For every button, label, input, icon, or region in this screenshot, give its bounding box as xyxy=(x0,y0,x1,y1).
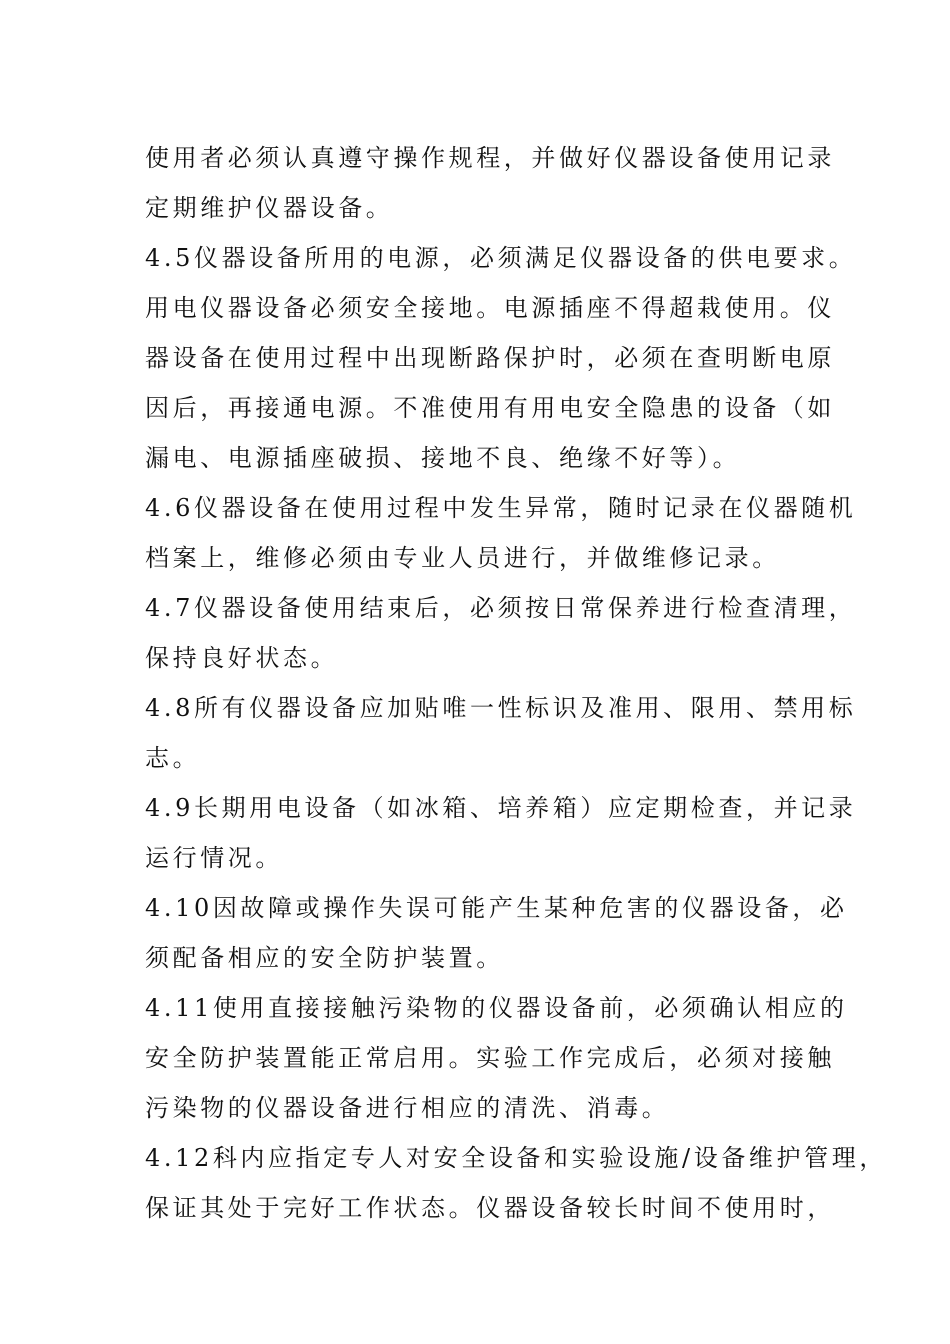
text-line: 志。 xyxy=(145,744,201,772)
text-line: 定期维护仪器设备。 xyxy=(145,194,394,222)
document-body xyxy=(145,133,887,1233)
text-line: 运行情况。 xyxy=(145,844,283,872)
text-line: 漏电、电源插座破损、接地不良、绝缘不好等）。 xyxy=(145,444,741,472)
text-line: 须配备相应的安全防护装置。 xyxy=(145,944,504,972)
text-line: 因后，再接通电源。不准使用有用电安全隐患的设备（如 xyxy=(145,394,835,422)
text-line: 4.12科内应指定专人对安全设备和实验设施/设备维护管理， xyxy=(145,1144,887,1172)
text-line: 4.11使用直接接触污染物的仪器设备前，必须确认相应的 xyxy=(145,994,848,1022)
text-line: 使用者必须认真遵守操作规程，并做好仪器设备使用记录 xyxy=(145,144,835,172)
text-line: 4.9长期用电设备（如冰箱、培养箱）应定期检查，并记录 xyxy=(145,794,857,822)
text-line: 4.7仪器设备使用结束后，必须按日常保养进行检查清理， xyxy=(145,594,857,622)
text-line: 4.10因故障或操作失误可能产生某种危害的仪器设备，必 xyxy=(145,894,848,922)
text-line: 4.8所有仪器设备应加贴唯一性标识及准用、限用、禁用标 xyxy=(145,694,857,722)
text-line: 污染物的仪器设备进行相应的清洗、消毒。 xyxy=(145,1094,670,1122)
text-line: 4.5仪器设备所用的电源，必须满足仪器设备的供电要求。 xyxy=(145,244,857,272)
text-line: 保证其处于完好工作状态。仪器设备较长时间不使用时， xyxy=(145,1194,835,1222)
text-line: 档案上，维修必须由专业人员进行，并做维修记录。 xyxy=(145,544,780,572)
text-line: 保持良好状态。 xyxy=(145,644,339,672)
text-line: 安全防护装置能正常启用。实验工作完成后，必须对接触 xyxy=(145,1044,835,1072)
text-line: 4.6仪器设备在使用过程中发生异常，随时记录在仪器随机 xyxy=(145,494,857,522)
text-line: 器设备在使用过程中出现断路保护时，必须在查明断电原 xyxy=(145,344,835,372)
text-line: 用电仪器设备必须安全接地。电源插座不得超栽使用。仪 xyxy=(145,294,835,322)
